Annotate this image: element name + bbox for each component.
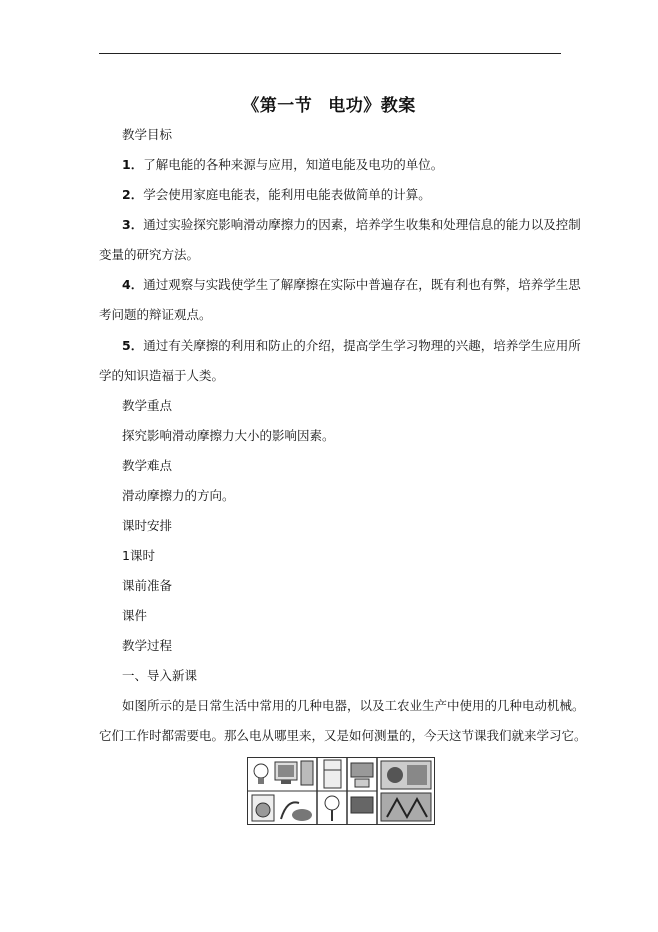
objective-item: 1．了解电能的各种来源与应用，知道电能及电功的单位。 bbox=[122, 157, 444, 172]
objective-item: 3．通过实验探究影响滑动摩擦力的因素，培养学生收集和处理信息的能力以及控制 bbox=[122, 217, 581, 232]
objective-item-continued: 变量的研究方法。 bbox=[99, 247, 200, 262]
intro-text-continued: 它们工作时都需要电。那么电从哪里来，又是如何测量的，今天这节课我们就来学习它。 bbox=[99, 728, 587, 743]
schedule-heading: 课时安排 bbox=[122, 518, 173, 533]
page-title: 《第一节 电功》教案 bbox=[242, 96, 416, 116]
intro-text: 如图所示的是日常生活中常用的几种电器，以及工农业生产中使用的几种电动机械。 bbox=[122, 698, 585, 713]
electric-appliances-illustration bbox=[247, 757, 435, 825]
objective-item: 4．通过观察与实践使学生了解摩擦在实际中普遍存在，既有利也有弊，培养学生思 bbox=[122, 277, 581, 292]
process-heading: 教学过程 bbox=[122, 638, 173, 653]
objective-item: 5．通过有关摩擦的利用和防止的介绍，提高学生学习物理的兴趣，培养学生应用所 bbox=[122, 338, 581, 353]
header-rule bbox=[99, 53, 561, 54]
prep-text: 课件 bbox=[122, 608, 148, 623]
prep-heading: 课前准备 bbox=[122, 578, 173, 593]
objective-item-continued: 考问题的辩证观点。 bbox=[99, 307, 212, 322]
difficult-text: 滑动摩擦力的方向。 bbox=[122, 488, 235, 503]
objective-item: 2．学会使用家庭电能表，能利用电能表做简单的计算。 bbox=[122, 187, 431, 202]
difficult-heading: 教学难点 bbox=[122, 458, 173, 473]
key-heading: 教学重点 bbox=[122, 398, 173, 413]
intro-heading: 一、导入新课 bbox=[122, 668, 198, 683]
objectives-heading: 教学目标 bbox=[122, 127, 173, 142]
schedule-text: 1课时 bbox=[122, 548, 155, 563]
key-text: 探究影响滑动摩擦力大小的影响因素。 bbox=[122, 428, 335, 443]
objective-item-continued: 学的知识造福于人类。 bbox=[99, 368, 225, 383]
